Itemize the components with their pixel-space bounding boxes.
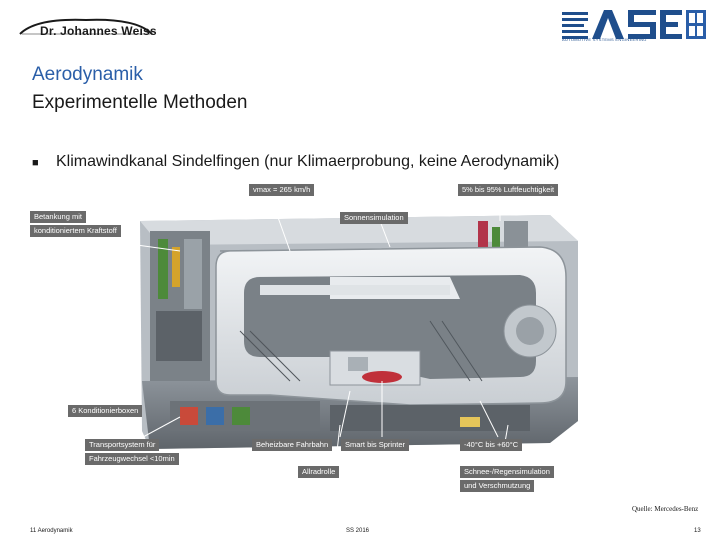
callout-fuel-line2: konditioniertem Kraftstoff <box>30 225 121 237</box>
slide-subtitle: Experimentelle Methoden <box>32 92 248 113</box>
page-number: 13 <box>694 528 701 534</box>
callout-snow-line1: Schnee-/Regensimulation <box>460 466 554 478</box>
callout-snow-line2: und Verschmutzung <box>460 480 534 492</box>
footer-chapter: 11 Aerodynamik <box>30 528 73 534</box>
footer-semester: SS 2016 <box>346 528 370 534</box>
bullet-marker-icon: ■ <box>32 157 39 169</box>
callout-heated-track: Beheizbare Fahrbahn <box>252 439 332 451</box>
ase-brand-subtext: AUTOMOTIVE SYSTEMS ENGINEERING <box>562 37 647 42</box>
callout-sun-simulation: Sonnensimulation <box>340 212 408 224</box>
wind-tunnel-cutaway-image <box>30 181 590 497</box>
callout-temperature: -40°C bis +60°C <box>460 439 522 451</box>
callout-fuel-line1: Betankung mit <box>30 211 86 223</box>
image-source: Quelle: Mercedes-Benz <box>632 505 699 513</box>
callout-smart-sprinter: Smart bis Sprinter <box>341 439 409 451</box>
bullet-text: Klimawindkanal Sindelfingen (nur Klimaerprobung, keine Aerodynamik) <box>56 153 560 170</box>
author-logo-text: Dr. Johannes Weiss <box>40 24 157 38</box>
callout-conditioning-boxes: 6 Konditionierboxen <box>68 405 142 417</box>
callout-vmax: vmax = 265 km/h <box>249 184 314 196</box>
callout-awd-roller: Allradrolle <box>298 466 339 478</box>
callout-transport-line2: Fahrzeugwechsel <10min <box>85 453 179 465</box>
callout-humidity: 5% bis 95% Luftfeuchtigkeit <box>458 184 558 196</box>
slide-title: Aerodynamik <box>32 64 143 85</box>
callout-transport-line1: Transportsystem für <box>85 439 159 451</box>
